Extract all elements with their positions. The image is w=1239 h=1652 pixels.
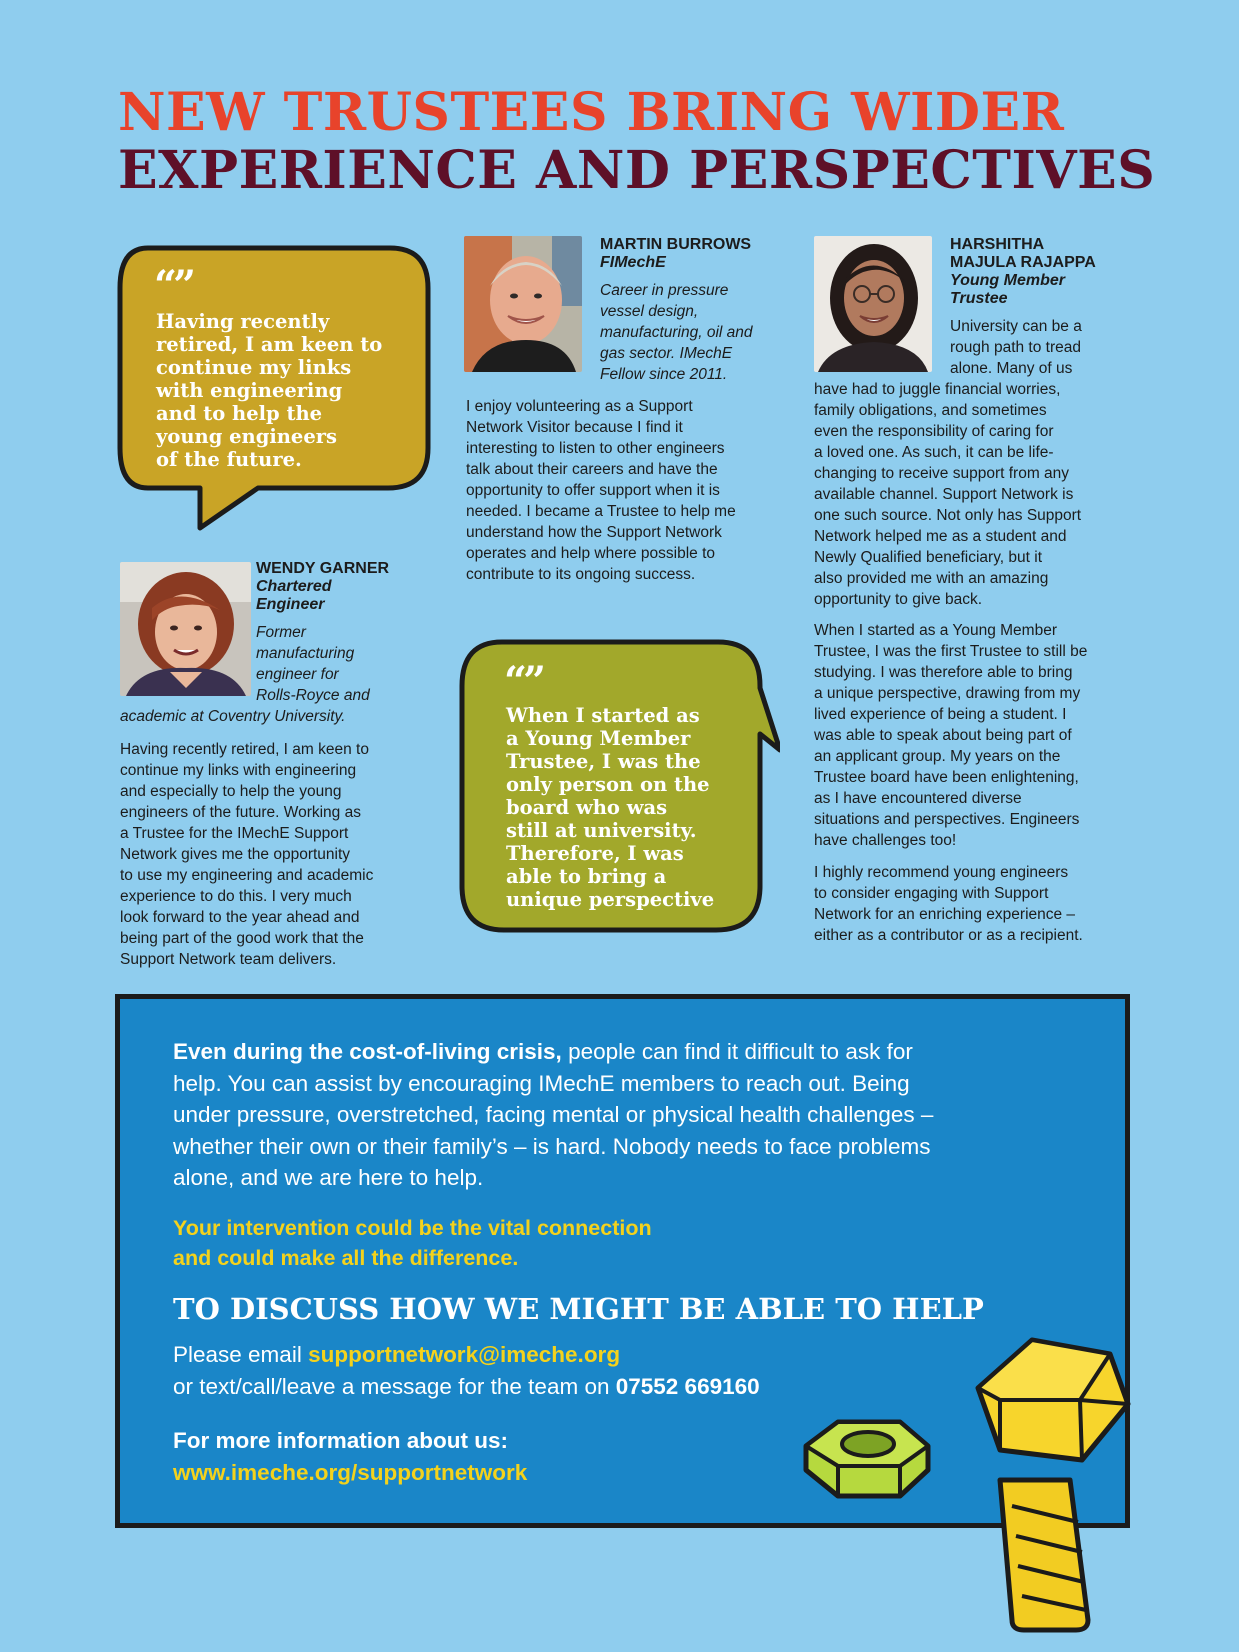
harshitha-photo [814,236,932,372]
bolt-icon [960,1330,1135,1636]
martin-name: MARTIN BURROWS [600,236,752,253]
harshitha-body-1: have had to juggle financial worries, family obligations, and sometimes even the responsibility of caring for a loved one. As such, it can be life- changing to receive support from any available channel. Support Network is one such source. Not only has Support Network helped me as a student and Newly Qualified beneficiary, but it also provided me with an amazing opportunity to give back. [814,381,1082,608]
harshitha-body-3: I highly recommend young engineers to consider engaging with Support Network for an enriching experience – either as a contributor or as a recipient. [814,864,1083,944]
panel-intro-bold: Even during the cost-of-living crisis, [173,1039,562,1064]
wendy-role: Chartered Engineer [256,578,332,613]
wendy-body: Having recently retired, I am keen to continue my links with engineering and especially to help the young engineers of the future. Working as a Trustee for the IMechE Support Network gives me the opportunity to use my engineering and academic experience to do this. I very much look forward to the year ahead and being part of the good work that the Support Network team delivers. [120,741,374,968]
panel-highlight: Your intervention could be the vital connection and could make all the difference. [173,1216,652,1270]
hex-nut-icon [788,1400,938,1510]
harshitha-body-2: When I started as a Young Member Trustee, I was the first Trustee to still be studying. I was therefore able to bring a unique perspective, drawing from my lived experience of being a student. I was able to speak about being part of an applicant group. My years on the Trustee board have been enlightening, as I have encountered diverse situations and perspectives. Engineers have challenges too! [814,622,1088,849]
harshitha-body-intro: University can be a rough path to tread alone. Many of us [950,318,1082,377]
martin-role: FIMechE [600,254,666,271]
wendy-bio: Former manufacturing engineer for Rolls-Royce and [256,624,370,704]
email-link[interactable]: supportnetwork@imeche.org [308,1342,621,1367]
panel-intro: Even during the cost-of-living crisis, people can find it difficult to ask for help. You can assist by encouraging IMechE members to reach out. Being under pressure, overstretched, facing mental or physical health challenges – whether their own or their family’s – is hard. Nobody needs to face problems alone, and we are here to help. [173,1039,934,1190]
panel-contact: Please email supportnetwork@imeche.org or text/call/leave a message for the team on 07552 669160 [173,1342,760,1399]
panel-heading: TO DISCUSS HOW WE MIGHT BE ABLE TO HELP [173,1292,984,1326]
martin-body: I enjoy volunteering as a Support Network Visitor because I find it interesting to listen to other engineers talk about their careers and have the opportunity to offer support when it is needed. I became a Trustee to help me understand how the Support Network operates and help where possible to contribute to its ongoing success. [466,398,736,583]
headline-line-2: EXPERIENCE AND PERSPECTIVES [118,140,1156,201]
martin-bio: Career in pressure vessel design, manufacturing, oil and gas sector. IMechE Fellow since 2011. [600,282,753,383]
wendy-bio-last: academic at Coventry University. [120,708,346,725]
panel-more-info: For more information about us: www.imeche.org/supportnetwork [173,1425,527,1488]
quote-text-harshitha: When I started as a Young Member Trustee, I was the only person on the board who was still at university. Therefore, I was able to bring a unique perspective [506,704,715,911]
headline-line-1: NEW TRUSTEES BRING WIDER [118,82,1065,143]
website-link[interactable]: www.imeche.org/supportnetwork [173,1459,528,1485]
harshitha-name: HARSHITHA MAJULA RAJAPPA [950,236,1096,271]
quote-icon: “” [504,658,543,705]
martin-burrows-photo [464,236,582,372]
quote-text-wendy: Having recently retired, I am keen to continue my links with engineering and to help the young engineers of the future. [156,310,383,471]
wendy-name: WENDY GARNER [256,560,390,577]
quote-icon: “” [154,262,193,309]
harshitha-role: Young Member Trustee [950,272,1065,307]
wendy-garner-photo [120,562,251,696]
phone-number: 07552 669160 [615,1373,760,1399]
